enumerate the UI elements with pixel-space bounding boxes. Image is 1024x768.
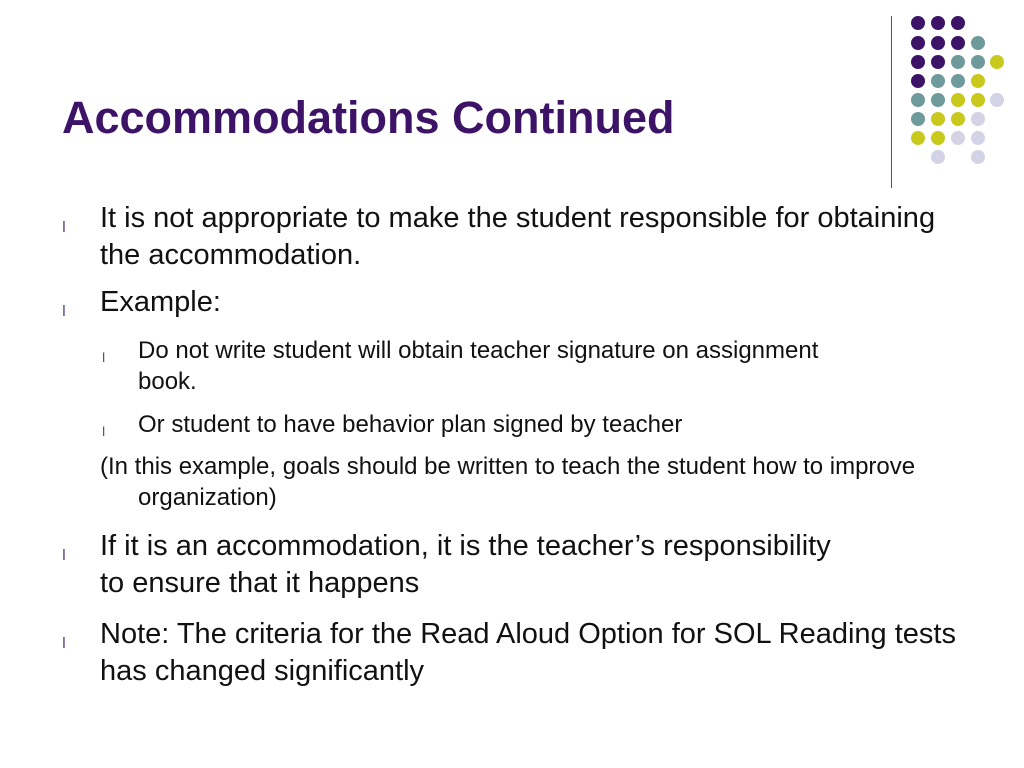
decorative-dot [931, 74, 945, 88]
decorative-dot [951, 131, 965, 145]
decorative-dot [911, 36, 925, 50]
decorative-dot [911, 112, 925, 126]
decorative-dot [951, 36, 965, 50]
list-item-text: Or student to have behavior plan signed by teacher [138, 411, 683, 438]
list-item-text: (In this example, goals should be written to teach the student how to improve organization) [100, 453, 916, 511]
decorative-dot [911, 74, 925, 88]
decorative-dot [951, 16, 965, 30]
decorative-dot [971, 112, 985, 126]
bullet-marker: l [102, 351, 106, 365]
decorative-dot [971, 74, 985, 88]
decorative-dot [951, 112, 965, 126]
decorative-dot [931, 36, 945, 50]
decorative-dot [911, 93, 925, 107]
decorative-dot [931, 93, 945, 107]
note-text [100, 451, 960, 513]
decorative-dot [931, 55, 945, 69]
list-item [62, 200, 962, 274]
decorative-dot [931, 131, 945, 145]
list-item-text: It is not appropriate to make the student responsible for obtaining the accommodation. [100, 202, 936, 271]
list-item-text: If it is an accommodation, it is the teacher’s responsibility to ensure that it happens [100, 530, 831, 599]
decorative-dot [931, 16, 945, 30]
list-item-text: Do not write student will obtain teacher signature on assignment book. [138, 337, 819, 395]
list-item [102, 409, 902, 440]
bullet-marker: l [62, 304, 66, 320]
list-item [62, 284, 962, 321]
decorative-dot [911, 131, 925, 145]
decorative-dot [971, 93, 985, 107]
decorative-dot [971, 36, 985, 50]
decorative-dot [931, 150, 945, 164]
bullet-marker: l [62, 220, 66, 236]
decorative-dot [951, 55, 965, 69]
bullet-marker: l [102, 425, 106, 439]
list-item [102, 335, 862, 397]
decorative-dot [951, 93, 965, 107]
decorative-dot [971, 131, 985, 145]
list-item-text: Example: [100, 286, 221, 318]
list-item [62, 616, 962, 690]
list-item-text: Note: The criteria for the Read Aloud Option for SOL Reading tests has changed significantly [100, 618, 956, 687]
bullet-marker: l [62, 548, 66, 564]
decorative-dot [990, 55, 1004, 69]
decorative-dot [990, 93, 1004, 107]
decorative-dot [971, 150, 985, 164]
decorative-dot [951, 74, 965, 88]
decorative-dot [971, 55, 985, 69]
bullet-marker: l [62, 636, 66, 652]
decorative-dot [931, 112, 945, 126]
divider-line [891, 16, 892, 188]
decorative-dot [911, 55, 925, 69]
decorative-dot [911, 16, 925, 30]
slide-title: Accommodations Continued [62, 92, 675, 143]
list-item [62, 528, 962, 602]
